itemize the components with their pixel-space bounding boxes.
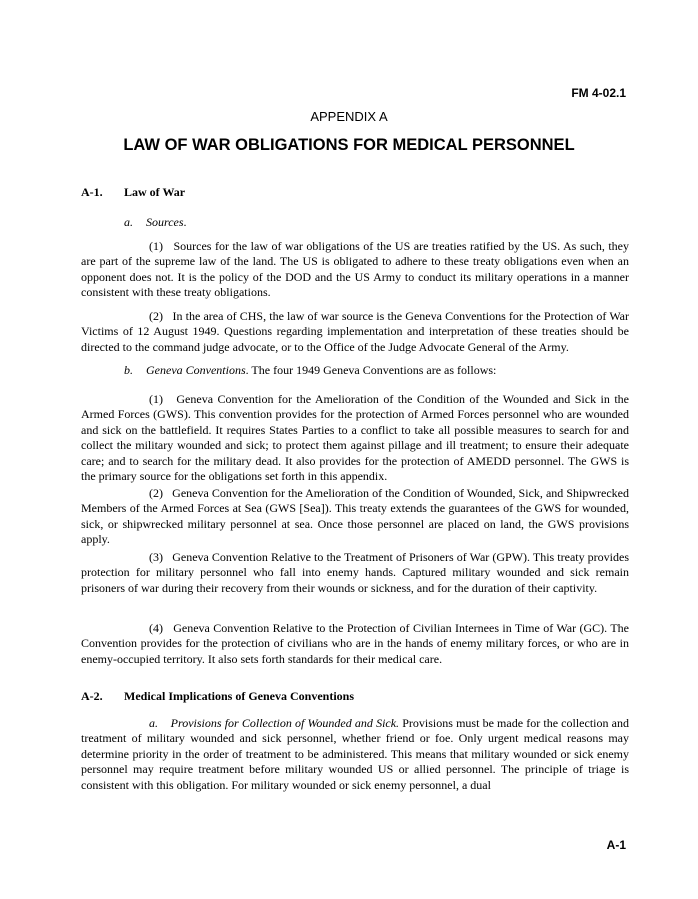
- paragraph: [81, 716, 629, 793]
- page-title: LAW OF WAR OBLIGATIONS FOR MEDICAL PERSONNEL: [123, 136, 575, 154]
- subsection-heading: [124, 363, 496, 378]
- subsection-label: a.: [149, 716, 158, 730]
- subsection-label: b.: [124, 363, 133, 377]
- section-title: Law of War: [124, 185, 186, 199]
- document-id: FM 4-02.1: [571, 86, 626, 100]
- paragraph: (1) Geneva Convention for the Amelioration of the Condition of the Wounded and Sick in the Armed Forces (GWS). This convention provides for the protection of Armed Forces personnel who are wounded and sick on the battlefield. It requires States Parties to a conflict to take all possible measures to search for and collect the military wounded and sick; to protect them against pillage and ill treatment; to ensure their adequate care; and to search for the military dead. It also provides for the protection of AMEDD personnel. The GWS is the primary source for the obligations set forth in this appendix.: [81, 392, 629, 484]
- subsection-title-period: .: [183, 215, 187, 229]
- subsection-text: Provisions must be made for the collection and treatment of military wounded and sick personnel, whether friend or foe. Only urgent medical reasons may determine priority in the order of treatment to be administered. This means that military wounded or sick enemy personnel may require treatment before military wounded US or allied personnel. The principle of triage is consistent with this obligation. For military wounded or sick enemy personnel, a dual: [81, 716, 629, 792]
- section-number: A-1.: [81, 185, 103, 199]
- paragraph: (2) In the area of CHS, the law of war source is the Geneva Conventions for the Protection of War Victims of 12 August 1949. Questions regarding implementation and interpretation of these treaties should be directed to the command judge advocate, or to the Office of the Judge Advocate General of the Army.: [81, 309, 629, 354]
- paragraph: (4) Geneva Convention Relative to the Protection of Civilian Internees in Time of War (GC). The Convention provides for the protection of civilians who are in the hands of enemy military forces, or who are in enemy-occupied territory. It also sets forth standards for their medical care.: [81, 621, 629, 666]
- subsection-title: Geneva Conventions: [146, 363, 246, 377]
- subsection-text: . The four 1949 Geneva Conventions are as follows:: [245, 363, 497, 377]
- subsection-title: Sources: [146, 215, 184, 229]
- paragraph: (1) Sources for the law of war obligations of the US are treaties ratified by the US. As such, they are part of the supreme law of the land. The US is obligated to adhere to these treaty obligations even when an opponent does not. It is the policy of the DOD and the US Army to conduct its military operations in a manner consistent with these treaty obligations.: [81, 239, 629, 300]
- paragraph: (2) Geneva Convention for the Amelioration of the Condition of Wounded, Sick, and Shipwrecked Members of the Armed Forces at Sea (GWS [Sea]). This treaty extends the guarantees of the GWS for wounded, sick, or shipwrecked military personnel at sea. Once those personnel are placed on land, the GWS provisions apply.: [81, 486, 629, 547]
- page-number: A-1: [606, 838, 626, 852]
- section-title: Medical Implications of Geneva Conventions: [124, 689, 354, 703]
- subsection-title: Provisions for Collection of Wounded and Sick.: [170, 716, 400, 730]
- paragraph: (3) Geneva Convention Relative to the Treatment of Prisoners of War (GPW). This treaty provides protection for military personnel who fall into enemy hands. Captured military wounded and sick remain prisoners of war during their recovery from their wounds or sickness, and for the duration of their captivity.: [81, 550, 629, 595]
- subsection-label: a.: [124, 215, 133, 229]
- subsection-heading: [124, 215, 187, 230]
- section-number: A-2.: [81, 689, 103, 703]
- appendix-label: APPENDIX A: [310, 109, 388, 124]
